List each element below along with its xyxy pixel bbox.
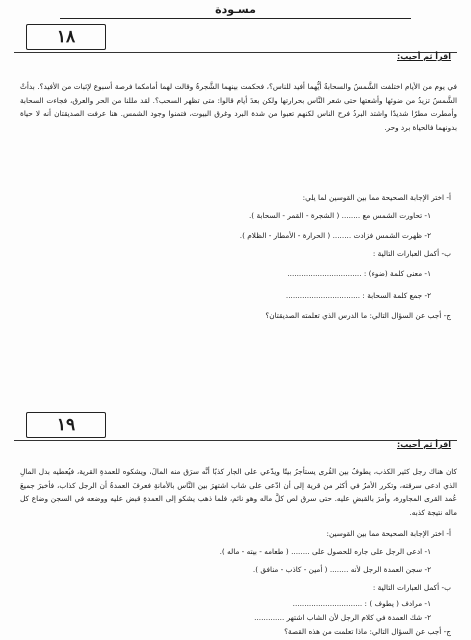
question-b2: ٢- جمع كلمة السحابة : ................................ — [285, 291, 431, 300]
exercise-number-box: ١٨ — [26, 24, 106, 50]
question-a2: ٢- سجن العمدة الرجل لأنه ........ ( أمين - كاذب - منافق ). — [252, 565, 431, 574]
question-b2: ٢- شك العمدة في كلام الرجل لأن الشاب اشتهر ............. — [254, 613, 431, 622]
question-a1: ١- تحاورت الشمس مع ........ ( الشجرة - القمر - السحابة ). — [248, 211, 431, 220]
question-b-heading: ب- أكمل العبارات التالية : — [372, 249, 451, 258]
section-title: اقرأ ثم أجيب: — [397, 52, 451, 61]
question-b1: ١- معنى كلمة (ضوء) : ................................ — [287, 269, 431, 278]
question-b1: ١- مرادف ( يطوف ) : .............................. — [292, 599, 431, 608]
question-a2: ٢- ظهرت الشمس فزادت ........ ( الحرارة - الأمطار - الظلام ). — [239, 231, 431, 240]
reading-passage: في يوم من الأيام اختلفت الشَّمسُ والسحابةُ أيُّهما أفيد للناس؟، فحكمت بينهما الشَّجرةُ وقالت لهما أمامكما فرصة أسبوع لإثبات من الأفيد؟. بدأتْ الشَّمسُ تزيدُ من ضوئها وأشعتها حتى شعر النَّاس بحرارتها ولكن بعدَ أيام قالوا: متى تظهر السحب؟. لقد مللنا من الحر والعرق، فجاءت السحابة وأمطرت مطرًا شديدًا واشتد البردُ فرح الناس لكنهم تعبوا من شدة البرد وغرق البيوت، فتمنوا وجود الشمس. هنا عرفت الصديقتان أنه لا حياة بدونهما فالحياة برد وحر. — [20, 82, 457, 132]
section-divider — [14, 440, 457, 441]
question-c: ج- أجب عن السؤال التالي: ما الدرس الذي تعلمته الصديقتان؟ — [265, 311, 451, 320]
question-a-heading: أ- اختر الإجابة الصحيحة مما بين القوسين: — [326, 529, 451, 538]
question-a-heading: أ- اختر الإجابة الصحيحة مما بين القوسين لما يلي: — [302, 193, 451, 202]
section-divider — [14, 52, 457, 53]
exercise-number-box: ١٩ — [26, 412, 106, 438]
reading-passage: كان هناك رجل كثير الكذب، يطوفُ بين القُرى يستأجرُ بيتًا ويدّعي على الجار كذبًا أنَّه سرَق منه المالَ، ويشكوه للعمدةِ القرية، فيُعطيه بدل المالِ الذي ادعى سرقته، وتكرر الأمرُ في أكثر من قرية إلى أن ادّعى على شاب اشتهرَ بين النَّاس بالأمانةِ فعرفَ العمدةُ أن الرجل كذاب، فأخبرَ جميعَ عُمد القرى المجاورة، وأمرَ بالقبضِ عليه. حتى سرق لص كلَّ ماله وهو نائم، فلما ذهب يشكو إلى العمدةِ قبض عليه ووضعه في السجن وضاع كل ماله نتيجة كذبه. — [20, 467, 457, 517]
question-c: ج- أجب عن السؤال التالي: ماذا تعلمت من هذه القصة؟ — [284, 627, 451, 636]
question-a1: ١- ادعى الرجل على جاره للحصول على ........ ( طعامه - بيته - ماله ). — [219, 547, 431, 556]
question-b-heading: ب- أكمل العبارات التالية : — [372, 583, 451, 592]
draft-header: مسـودة — [60, 2, 411, 19]
section-title: اقرأ ثم أجيب: — [397, 440, 451, 449]
